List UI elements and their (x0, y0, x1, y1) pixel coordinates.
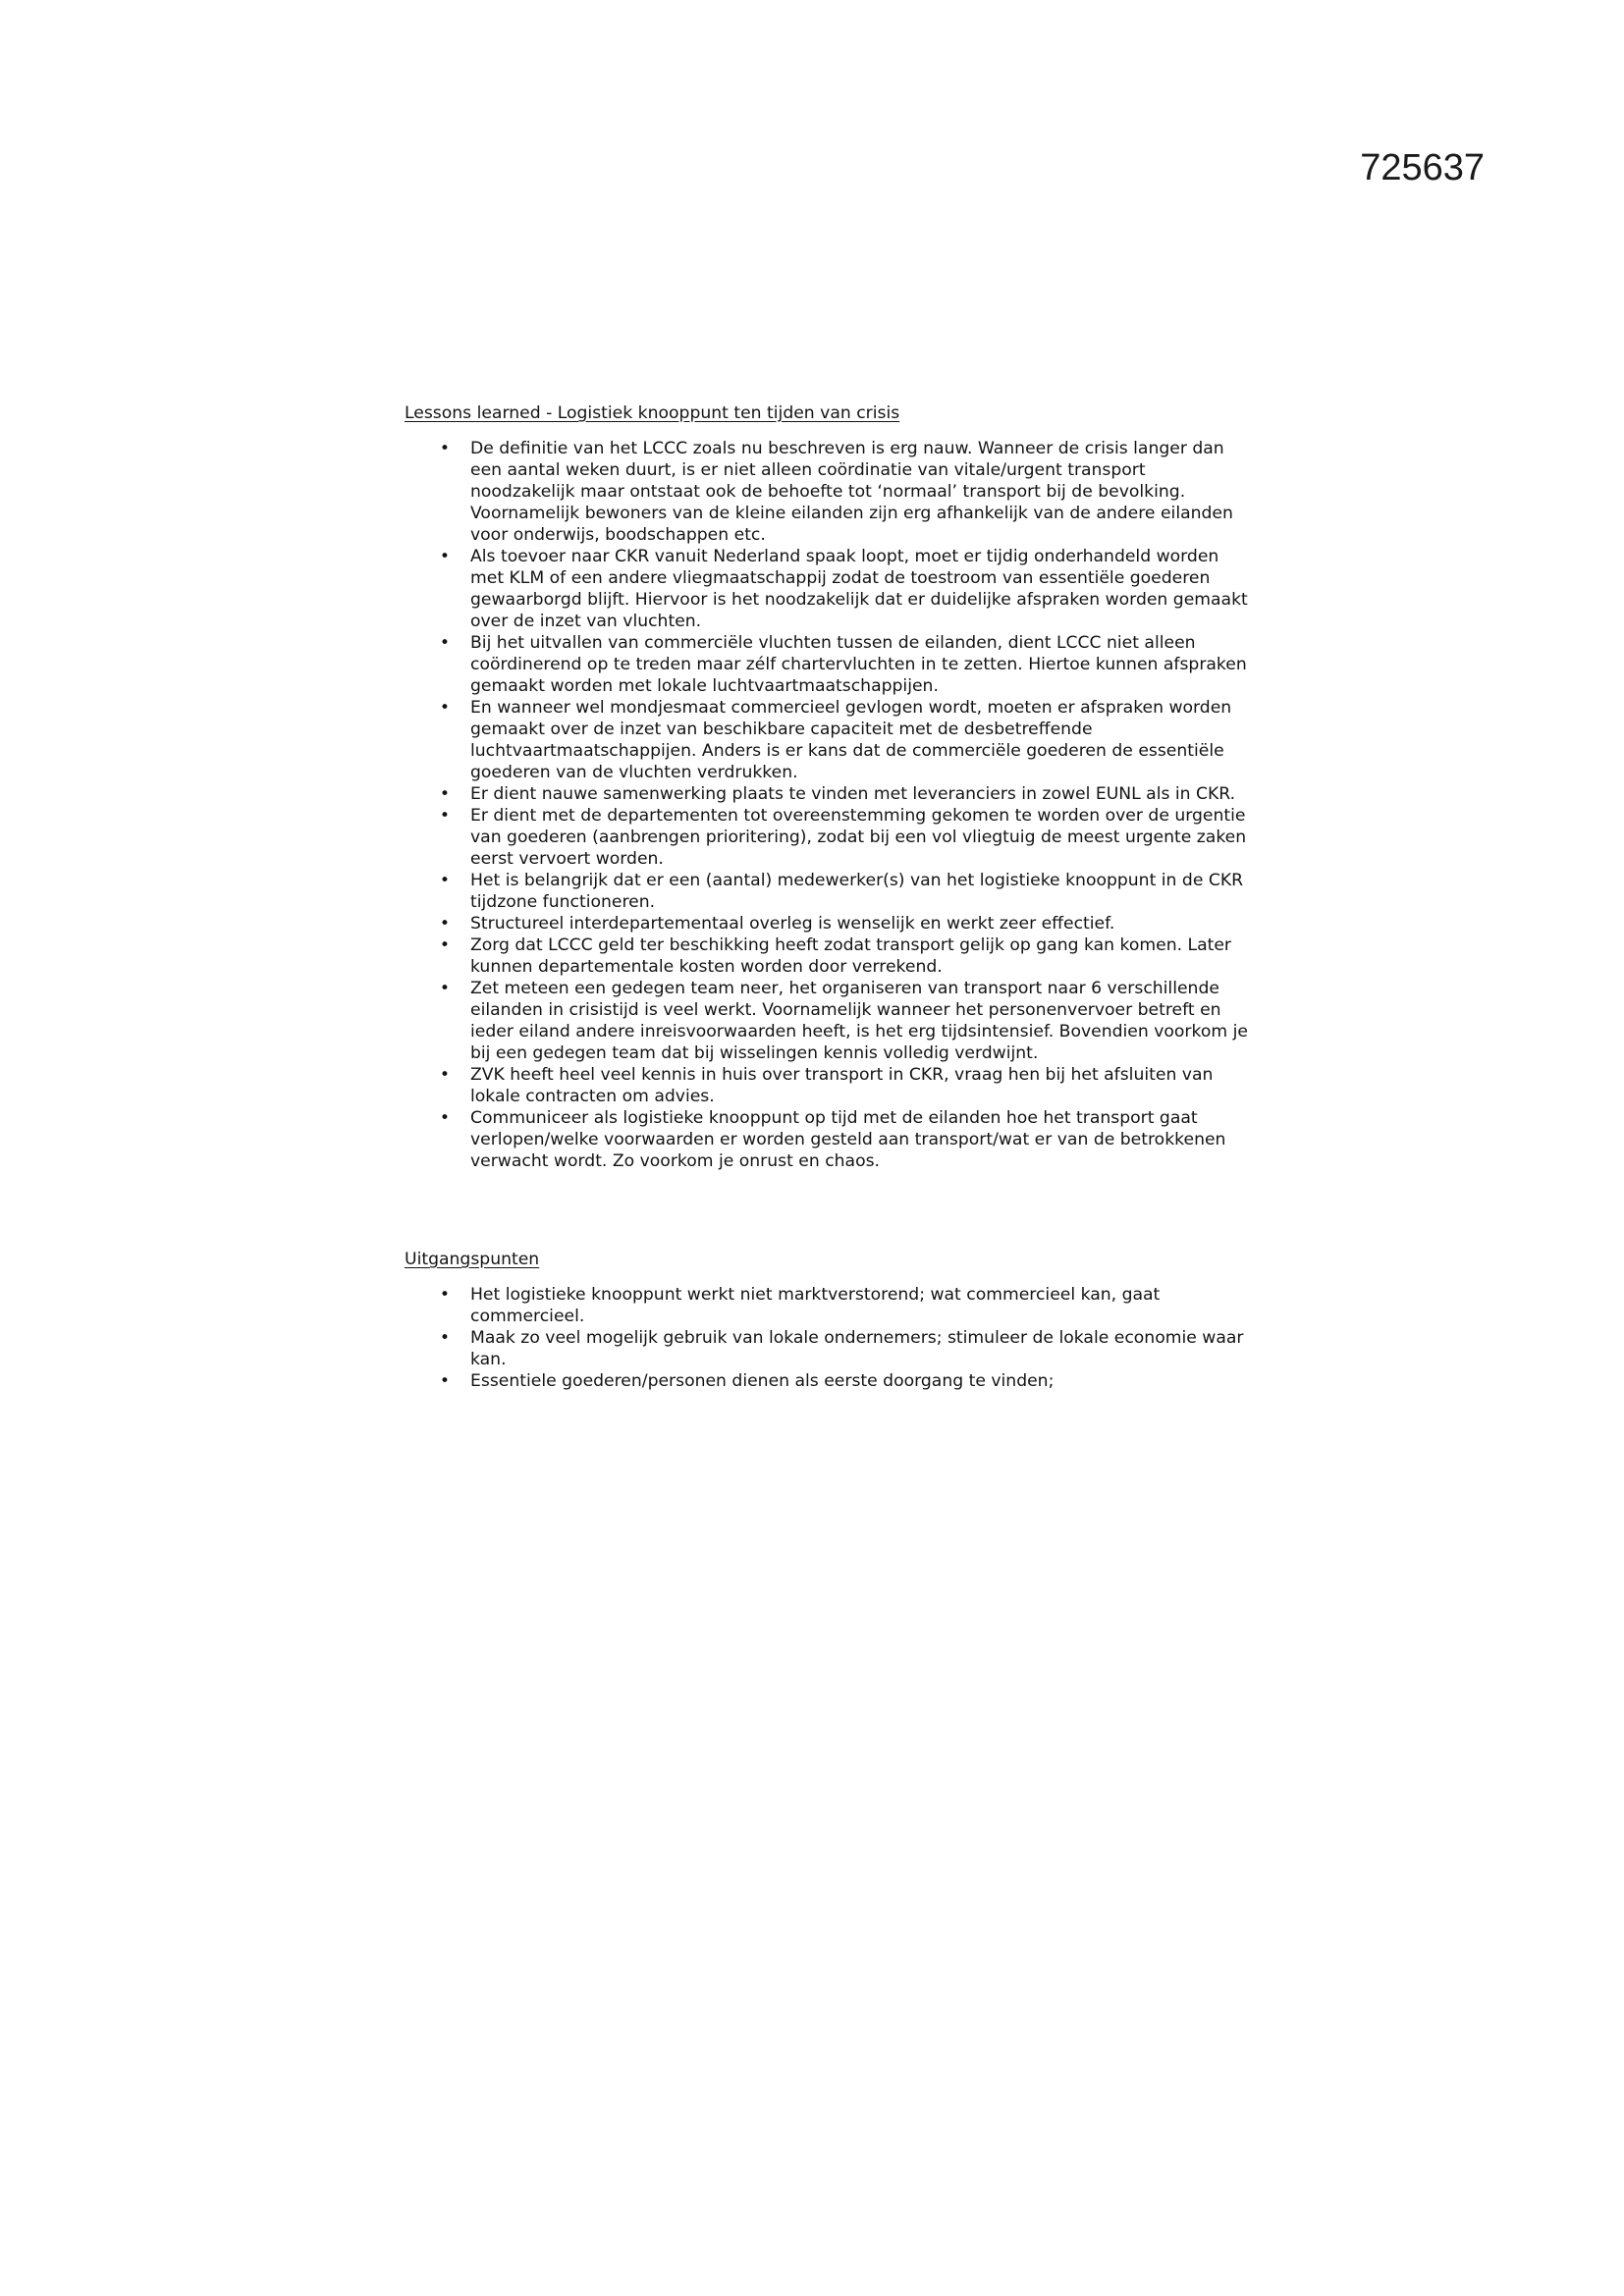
section-lessons-learned (405, 402, 1249, 1172)
list-item-text: De definitie van het LCCC zoals nu beschreven is erg nauw. Wanneer de crisis langer dan een aantal weken duurt, is er niet alleen coördinatie van vitale/urgent transport noodzakelijk maar ontstaat ook de behoefte tot ‘normaal’ transport bij de bevolking. Voornamelijk bewoners van de kleine eilanden zijn erg afhankelijk van de andere eilanden voor onderwijs, boodschappen etc. (470, 439, 1233, 545)
bullet-icon: • (439, 1328, 451, 1348)
bullet-icon: • (439, 633, 451, 653)
list-item-text: ZVK heeft heel veel kennis in huis over transport in CKR, vraag hen bij het afsluiten van lokale contracten om advies. (470, 1065, 1214, 1106)
list-item-text: Maak zo veel mogelijk gebruik van lokale ondernemers; stimuleer de lokale economie waar kan. (470, 1328, 1244, 1369)
list-item (405, 913, 1249, 934)
list-item (405, 1107, 1249, 1172)
list-item (405, 632, 1249, 697)
list-item-text: Het logistieke knooppunt werkt niet marktverstorend; wat commercieel kan, gaat commercieel. (470, 1285, 1161, 1326)
bullet-icon: • (439, 1285, 451, 1305)
bullet-list (405, 438, 1249, 1172)
list-item-text: Er dient nauwe samenwerking plaats te vinden met leveranciers in zowel EUNL als in CKR. (470, 784, 1236, 804)
list-item (405, 697, 1249, 783)
bullet-icon: • (439, 547, 451, 566)
section-uitgangspunten (405, 1249, 1249, 1392)
list-item-text: Communiceer als logistieke knooppunt op tijd met de eilanden hoe het transport gaat verlopen/welke voorwaarden er worden gesteld aan transport/wat er van de betrokkenen verwacht wordt. Zo voorkom je onrust en chaos. (470, 1108, 1226, 1171)
bullet-icon: • (439, 914, 451, 934)
list-item-text: Zet meteen een gedegen team neer, het organiseren van transport naar 6 verschillende eilanden in crisistijd is veel werkt. Voornamelijk wanneer het personenvervoer betreft en ieder eiland andere inreisvoorwaarden heeft, is het erg tijdsintensief. Bovendien voorkom je bij een gedegen team dat bij wisselingen kennis volledig verdwijnt. (470, 979, 1248, 1063)
bullet-icon: • (439, 935, 451, 955)
list-item (405, 934, 1249, 978)
bullet-icon: • (439, 979, 451, 998)
list-item (405, 546, 1249, 632)
document-number: 725637 (1360, 147, 1485, 188)
bullet-icon: • (439, 1065, 451, 1085)
section-heading: Lessons learned - Logistiek knooppunt ten tijden van crisis (405, 403, 900, 423)
bullet-icon: • (439, 871, 451, 890)
list-item (405, 438, 1249, 546)
list-item (405, 1370, 1249, 1392)
list-item-text: Er dient met de departementen tot overeenstemming gekomen te worden over de urgentie van goederen (aanbrengen prioritering), zodat bij een vol vliegtuig de meest urgente zaken eerst vervoert worden. (470, 806, 1247, 869)
list-item-text: Essentiele goederen/personen dienen als eerste doorgang te vinden; (470, 1371, 1055, 1391)
bullet-icon: • (439, 1371, 451, 1391)
list-item-text: Als toevoer naar CKR vanuit Nederland spaak loopt, moet er tijdig onderhandeld worden met KLM of een andere vliegmaatschappij zodat de toestroom van essentiële goederen gewaarborgd blijft. Hiervoor is het noodzakelijk dat er duidelijke afspraken worden gemaakt over de inzet van vluchten. (470, 547, 1248, 631)
list-item-text: Bij het uitvallen van commerciële vluchten tussen de eilanden, dient LCCC niet alleen coördinerend op te treden maar zélf chartervluchten in te zetten. Hiertoe kunnen afspraken gemaakt worden met lokale luchtvaartmaatschappijen. (470, 633, 1247, 696)
bullet-list (405, 1284, 1249, 1392)
bullet-icon: • (439, 1108, 451, 1128)
list-item (405, 783, 1249, 805)
list-item (405, 1327, 1249, 1370)
section-heading: Uitgangspunten (405, 1250, 540, 1269)
bullet-icon: • (439, 698, 451, 718)
list-item (405, 1284, 1249, 1327)
document-body (405, 402, 1249, 1392)
list-item-text: Structureel interdepartementaal overleg is wenselijk en werkt zeer effectief. (470, 914, 1115, 934)
list-item-text: En wanneer wel mondjesmaat commercieel gevlogen wordt, moeten er afspraken worden gemaakt over de inzet van beschikbare capaciteit met de desbetreffende luchtvaartmaatschappijen. Anders is er kans dat de commerciële goederen de essentiële goederen van de vluchten verdrukken. (470, 698, 1232, 782)
list-item (405, 870, 1249, 913)
list-item (405, 978, 1249, 1064)
list-item-text: Zorg dat LCCC geld ter beschikking heeft zodat transport gelijk op gang kan komen. Later kunnen departementale kosten worden door verrekend. (470, 935, 1231, 977)
bullet-icon: • (439, 806, 451, 826)
bullet-icon: • (439, 784, 451, 804)
list-item (405, 1064, 1249, 1107)
bullet-icon: • (439, 439, 451, 458)
list-item-text: Het is belangrijk dat er een (aantal) medewerker(s) van het logistieke knooppunt in de CKR tijdzone functioneren. (470, 871, 1244, 912)
list-item (405, 805, 1249, 870)
